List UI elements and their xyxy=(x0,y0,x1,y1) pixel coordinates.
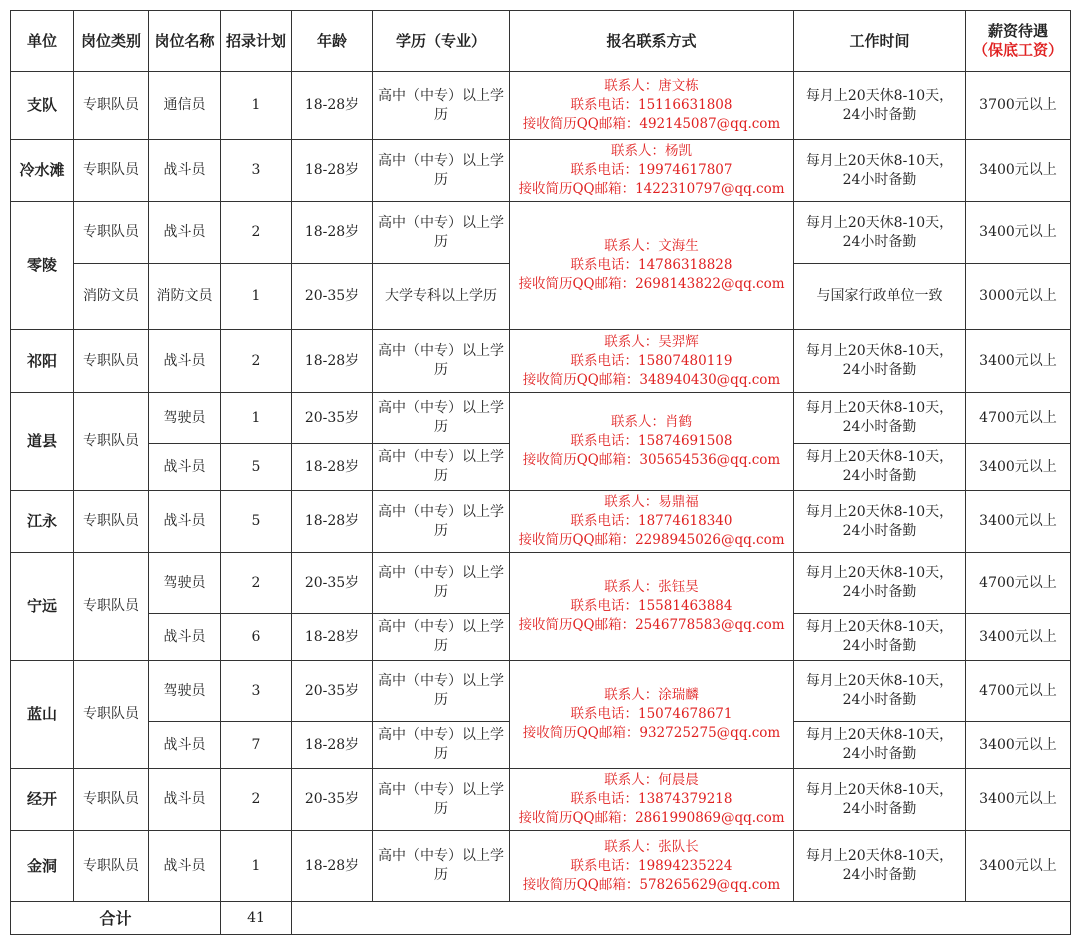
work-time-cell: 每月上20天休8-10天，24小时备勤 xyxy=(794,393,966,444)
contact-email[interactable]: 接收简历QQ邮箱：578265629@qq.com xyxy=(522,876,781,893)
contact-cell xyxy=(510,202,794,330)
plan-cell: 2 xyxy=(221,553,292,614)
contact-email[interactable]: 接收简历QQ邮箱：2546778583@qq.com xyxy=(518,617,785,633)
position-cell: 驾驶员 xyxy=(149,393,221,444)
total-value: 41 xyxy=(221,902,292,935)
contact-email[interactable]: 接收简历QQ邮箱：305654536@qq.com xyxy=(522,452,781,468)
category-cell: 消防文员 xyxy=(74,264,149,330)
salary-cell: 4700元以上 xyxy=(966,393,1071,444)
category-cell: 专职队员 xyxy=(74,72,149,140)
contact-name: 联系人：张队长 xyxy=(604,838,699,855)
work-time-cell: 与国家行政单位一致 xyxy=(794,264,966,330)
age-cell: 20-35岁 xyxy=(292,553,373,614)
contact-phone: 联系电话：15116631808 xyxy=(570,97,733,113)
plan-cell: 7 xyxy=(221,722,292,769)
contact-name: 联系人：肖鹤 xyxy=(611,414,692,430)
age-cell: 18-28岁 xyxy=(292,72,373,140)
category-cell: 专职队员 xyxy=(74,330,149,393)
table-row xyxy=(11,140,1071,202)
salary-cell: 3400元以上 xyxy=(966,831,1071,902)
position-cell: 战斗员 xyxy=(149,140,221,202)
header-salary-note: （保底工资） xyxy=(972,41,1063,59)
table-row xyxy=(11,491,1071,553)
plan-cell: 5 xyxy=(221,444,292,491)
contact-email[interactable]: 接收简历QQ邮箱：932725275@qq.com xyxy=(522,725,781,741)
category-cell: 专职队员 xyxy=(74,661,149,769)
recruitment-table xyxy=(10,10,1071,935)
work-time-cell: 每月上20天休8-10天，24小时备勤 xyxy=(794,444,966,491)
age-cell: 18-28岁 xyxy=(292,330,373,393)
plan-cell: 1 xyxy=(221,264,292,330)
education-cell: 高中（中专）以上学历 xyxy=(373,553,510,614)
work-time-cell: 每月上20天休8-10天，24小时备勤 xyxy=(794,722,966,769)
contact-phone: 联系电话：15807480119 xyxy=(570,352,733,369)
contact-name: 联系人：张钰昊 xyxy=(604,579,699,595)
header-salary xyxy=(966,11,1071,72)
header-plan: 招录计划 xyxy=(221,11,292,72)
contact-name: 联系人：吴羿辉 xyxy=(604,333,699,350)
plan-cell: 2 xyxy=(221,330,292,393)
header-work-time: 工作时间 xyxy=(794,11,966,72)
contact-phone: 联系电话：14786318828 xyxy=(570,257,733,273)
age-cell: 20-35岁 xyxy=(292,661,373,722)
age-cell: 18-28岁 xyxy=(292,491,373,553)
work-time-cell: 每月上20天休8-10天，24小时备勤 xyxy=(794,140,966,202)
contact-cell xyxy=(510,330,794,393)
unit-cell: 宁远 xyxy=(11,553,74,661)
header-category: 岗位类别 xyxy=(74,11,149,72)
contact-cell xyxy=(510,553,794,661)
work-time-cell: 每月上20天休8-10天，24小时备勤 xyxy=(794,831,966,902)
work-time-cell: 每月上20天休8-10天，24小时备勤 xyxy=(794,614,966,661)
education-cell: 大学专科以上学历 xyxy=(373,264,510,330)
work-time-cell: 每月上20天休8-10天，24小时备勤 xyxy=(794,330,966,393)
contact-cell xyxy=(510,393,794,491)
position-cell: 驾驶员 xyxy=(149,553,221,614)
age-cell: 20-35岁 xyxy=(292,393,373,444)
position-cell: 战斗员 xyxy=(149,444,221,491)
plan-cell: 5 xyxy=(221,491,292,553)
contact-phone: 联系电话：15874691508 xyxy=(570,433,733,449)
work-time-cell: 每月上20天休8-10天，24小时备勤 xyxy=(794,661,966,722)
total-empty-cell xyxy=(292,902,1071,935)
unit-cell: 零陵 xyxy=(11,202,74,330)
unit-cell: 冷水滩 xyxy=(11,140,74,202)
contact-cell xyxy=(510,491,794,553)
table-row xyxy=(11,72,1071,140)
salary-cell: 3700元以上 xyxy=(966,72,1071,140)
contact-email[interactable]: 接收简历QQ邮箱：492145087@qq.com xyxy=(522,116,781,132)
position-cell: 战斗员 xyxy=(149,614,221,661)
education-cell: 高中（中专）以上学历 xyxy=(373,831,510,902)
category-cell: 专职队员 xyxy=(74,140,149,202)
contact-email[interactable]: 接收简历QQ邮箱：348940430@qq.com xyxy=(522,371,781,388)
contact-email[interactable]: 接收简历QQ邮箱：2861990869@qq.com xyxy=(518,810,785,826)
category-cell: 专职队员 xyxy=(74,831,149,902)
contact-email[interactable]: 接收简历QQ邮箱：1422310797@qq.com xyxy=(518,181,785,197)
plan-cell: 1 xyxy=(221,72,292,140)
total-label: 合计 xyxy=(11,902,221,935)
work-time-cell: 每月上20天休8-10天，24小时备勤 xyxy=(794,769,966,831)
table-row xyxy=(11,393,1071,444)
position-cell: 战斗员 xyxy=(149,202,221,264)
position-cell: 战斗员 xyxy=(149,769,221,831)
salary-cell: 3400元以上 xyxy=(966,444,1071,491)
education-cell: 高中（中专）以上学历 xyxy=(373,769,510,831)
salary-cell: 3400元以上 xyxy=(966,614,1071,661)
education-cell: 高中（中专）以上学历 xyxy=(373,72,510,140)
plan-cell: 3 xyxy=(221,140,292,202)
education-cell: 高中（中专）以上学历 xyxy=(373,661,510,722)
header-age: 年龄 xyxy=(292,11,373,72)
position-cell: 战斗员 xyxy=(149,491,221,553)
category-cell: 专职队员 xyxy=(74,491,149,553)
total-row xyxy=(11,902,1071,935)
education-cell: 高中（中专）以上学历 xyxy=(373,140,510,202)
age-cell: 18-28岁 xyxy=(292,614,373,661)
contact-phone: 联系电话：15581463884 xyxy=(570,598,733,614)
contact-email[interactable]: 接收简历QQ邮箱：2298945026@qq.com xyxy=(518,532,785,548)
work-time-cell: 每月上20天休8-10天，24小时备勤 xyxy=(794,553,966,614)
age-cell: 18-28岁 xyxy=(292,722,373,769)
contact-cell xyxy=(510,831,794,902)
salary-cell: 4700元以上 xyxy=(966,661,1071,722)
age-cell: 18-28岁 xyxy=(292,831,373,902)
header-salary-title: 薪资待遇 xyxy=(987,22,1048,40)
contact-name: 联系人：涂瑞麟 xyxy=(604,687,699,703)
education-cell: 高中（中专）以上学历 xyxy=(373,491,510,553)
education-cell: 高中（中专）以上学历 xyxy=(373,614,510,661)
table-row xyxy=(11,769,1071,831)
contact-name: 联系人：杨凯 xyxy=(611,143,692,159)
salary-cell: 3400元以上 xyxy=(966,202,1071,264)
contact-phone: 联系电话：15074678671 xyxy=(570,706,733,722)
education-cell: 高中（中专）以上学历 xyxy=(373,202,510,264)
contact-name: 联系人：易鼎福 xyxy=(604,494,699,510)
salary-cell: 3000元以上 xyxy=(966,264,1071,330)
header-education: 学历（专业） xyxy=(373,11,510,72)
contact-cell xyxy=(510,661,794,769)
unit-cell: 道县 xyxy=(11,393,74,491)
work-time-cell: 每月上20天休8-10天，24小时备勤 xyxy=(794,202,966,264)
contact-name: 联系人：唐文栋 xyxy=(604,78,699,94)
position-cell: 战斗员 xyxy=(149,831,221,902)
unit-cell: 金洞 xyxy=(11,831,74,902)
contact-phone: 联系电话：19974617807 xyxy=(570,162,733,178)
age-cell: 20-35岁 xyxy=(292,264,373,330)
position-cell: 通信员 xyxy=(149,72,221,140)
table-row xyxy=(11,831,1071,902)
unit-cell: 祁阳 xyxy=(11,330,74,393)
education-cell: 高中（中专）以上学历 xyxy=(373,444,510,491)
plan-cell: 3 xyxy=(221,661,292,722)
age-cell: 18-28岁 xyxy=(292,202,373,264)
category-cell: 专职队员 xyxy=(74,393,149,491)
contact-phone: 联系电话：13874379218 xyxy=(570,791,733,807)
position-cell: 消防文员 xyxy=(149,264,221,330)
plan-cell: 2 xyxy=(221,769,292,831)
table-row xyxy=(11,661,1071,722)
age-cell: 18-28岁 xyxy=(292,444,373,491)
contact-phone: 联系电话：18774618340 xyxy=(570,513,733,529)
header-unit: 单位 xyxy=(11,11,74,72)
education-cell: 高中（中专）以上学历 xyxy=(373,330,510,393)
header-contact: 报名联系方式 xyxy=(510,11,794,72)
table-row xyxy=(11,202,1071,264)
category-cell: 专职队员 xyxy=(74,769,149,831)
education-cell: 高中（中专）以上学历 xyxy=(373,393,510,444)
contact-email[interactable]: 接收简历QQ邮箱：2698143822@qq.com xyxy=(518,276,785,292)
position-cell: 战斗员 xyxy=(149,330,221,393)
education-cell: 高中（中专）以上学历 xyxy=(373,722,510,769)
work-time-cell: 每月上20天休8-10天，24小时备勤 xyxy=(794,72,966,140)
salary-cell: 3400元以上 xyxy=(966,330,1071,393)
contact-name: 联系人：何晨晨 xyxy=(604,772,699,788)
salary-cell: 4700元以上 xyxy=(966,553,1071,614)
unit-cell: 江永 xyxy=(11,491,74,553)
contact-phone: 联系电话：19894235224 xyxy=(570,857,733,874)
age-cell: 18-28岁 xyxy=(292,140,373,202)
unit-cell: 经开 xyxy=(11,769,74,831)
header-position: 岗位名称 xyxy=(149,11,221,72)
salary-cell: 3400元以上 xyxy=(966,140,1071,202)
unit-cell: 支队 xyxy=(11,72,74,140)
contact-cell xyxy=(510,72,794,140)
plan-cell: 1 xyxy=(221,831,292,902)
salary-cell: 3400元以上 xyxy=(966,769,1071,831)
work-time-cell: 每月上20天休8-10天，24小时备勤 xyxy=(794,491,966,553)
salary-cell: 3400元以上 xyxy=(966,722,1071,769)
unit-cell: 蓝山 xyxy=(11,661,74,769)
table-row xyxy=(11,330,1071,393)
plan-cell: 2 xyxy=(221,202,292,264)
contact-cell xyxy=(510,769,794,831)
contact-cell xyxy=(510,140,794,202)
contact-name: 联系人：文海生 xyxy=(604,238,699,254)
category-cell: 专职队员 xyxy=(74,202,149,264)
table-row xyxy=(11,553,1071,614)
salary-cell: 3400元以上 xyxy=(966,491,1071,553)
age-cell: 20-35岁 xyxy=(292,769,373,831)
plan-cell: 6 xyxy=(221,614,292,661)
category-cell: 专职队员 xyxy=(74,553,149,661)
plan-cell: 1 xyxy=(221,393,292,444)
header-row xyxy=(11,11,1071,72)
position-cell: 战斗员 xyxy=(149,722,221,769)
position-cell: 驾驶员 xyxy=(149,661,221,722)
